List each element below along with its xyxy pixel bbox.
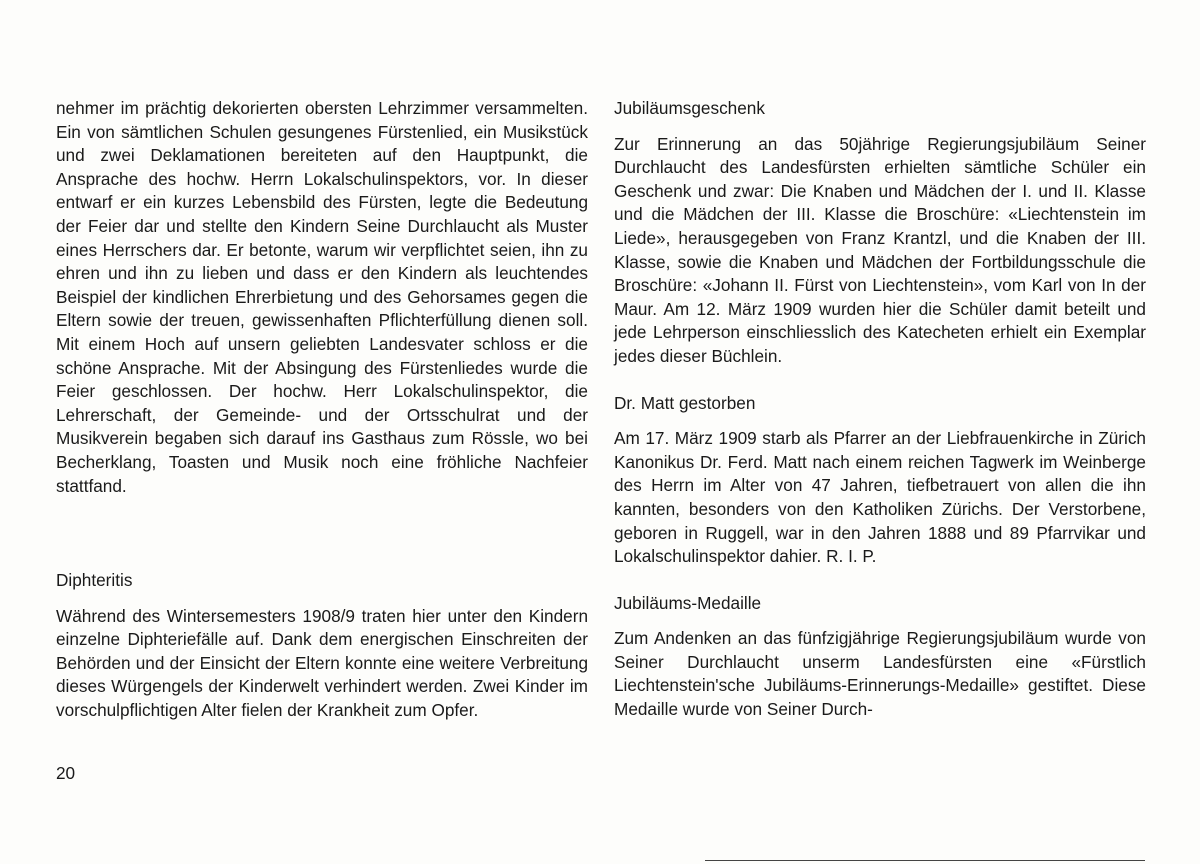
page-number: 20: [56, 763, 76, 783]
bottom-rule: [705, 860, 1145, 861]
section-heading-dr-matt: Dr. Matt gestorben: [614, 392, 756, 413]
section-body-diphteritis: Während des Wintersemesters 1908/9 traten hier unter den Kindern einzelne Diphteriefälle auf. Dank dem energischen Einschreiten der Behörden und der Einsicht der Eltern konnte eine weitere Verbreitung dieses Würgengels der Kinderwelt verhindert werden. Zwei Kinder im vorschulpflichtigen Alter fielen der Krankheit zum Opfer.: [56, 605, 588, 720]
section-heading-medaille: Jubiläums-Medaille: [614, 592, 762, 613]
right-column: [614, 97, 1146, 722]
section-body-dr-matt: Am 17. März 1909 starb als Pfarrer an der Liebfrauenkirche in Zürich Kanonikus Dr. Ferd. Matt nach einem reichen Tagwerk im Weinberge des Herrn im Alter von 47 Jahren, tiefbetrauert von allen die ihn kannten, besonders von den Katholiken Zürichs. Der Verstorbene, geboren in Ruggell, war in den Jahren 1888 und 89 Pfarrvikar und Lokalschulinspektor dahier. R. I. P.: [614, 428, 1146, 567]
intro-paragraph: nehmer im prächtig dekorierten obersten Lehrzimmer versammelten. Ein von sämtlichen Schulen gesungenes Fürstenlied, ein Musikstück und zwei Deklamationen bereiteten auf den Hauptpunkt, die Ansprache des hochw. Herrn Lokalschulinspektors, vor. In dieser entwarf er ein kurzes Lebensbild des Fürsten, legte die Bedeutung der Feier dar und stellte den Kindern Seine Durchlaucht als Muster eines Herrschers dar. Er betonte, warum wir verpflichtet seien, ihn zu ehren und ihn zu lieben und dass er den Kindern als leuchtendes Beispiel der kindlichen Ehrerbietung und des Gehorsames gegen die Eltern sowie der treuen, gewissenhaften Pflichterfüllung dienen soll. Mit einem Hoch auf unsern geliebten Landesvater schloss er die schöne Ansprache. Mit der Absingung des Fürstenliedes wurde die Feier geschlossen. Der hochw. Herr Lokalschulinspektor, die Lehrerschaft, der Gemeinde- und der Ortsschulrat und der Musikverein begaben sich darauf ins Gasthaus zum Rössle, wo bei Becherklang, Toasten und Musik noch eine fröhliche Nachfeier stattfand.: [56, 98, 588, 496]
left-column: [56, 97, 588, 723]
section-heading-diphteritis: Diphteritis: [56, 570, 133, 590]
section-body-jubilaeumsgeschenk: Zur Erinnerung an das 50jährige Regierungsjubiläum Seiner Durchlaucht des Landesfürsten erhielten sämtliche Schüler ein Geschenk und zwar: Die Knaben und Mädchen der I. und II. Klasse und die Mädchen der III. Klasse die Broschüre: «Liechtenstein im Liede», herausgegeben von Franz Krantzl, und die Knaben der III. Klasse, sowie die Knaben und Mädchen der Fortbildungsschule die Broschüre: «Johann II. Fürst von Liechtenstein», vom Karl von In der Maur. Am 12. März 1909 wurden hier die Schüler damit beteilt und jede Lehrperson einschliesslich des Katecheten erhielt ein Exemplar jedes dieser Büchlein.: [614, 133, 1146, 366]
section-heading-jubilaeumsgeschenk: Jubiläumsgeschenk: [614, 98, 765, 118]
section-body-medaille: Zum Andenken an das fünfzigjährige Regierungsjubiläum wurde von Seiner Durchlaucht unserm Landesfürsten eine «Fürstlich Liechtenstein'sche Jubiläums-Erinnerungs-Medaille» gestiftet. Diese Medaille wurde von Seiner Durch-: [614, 628, 1146, 720]
